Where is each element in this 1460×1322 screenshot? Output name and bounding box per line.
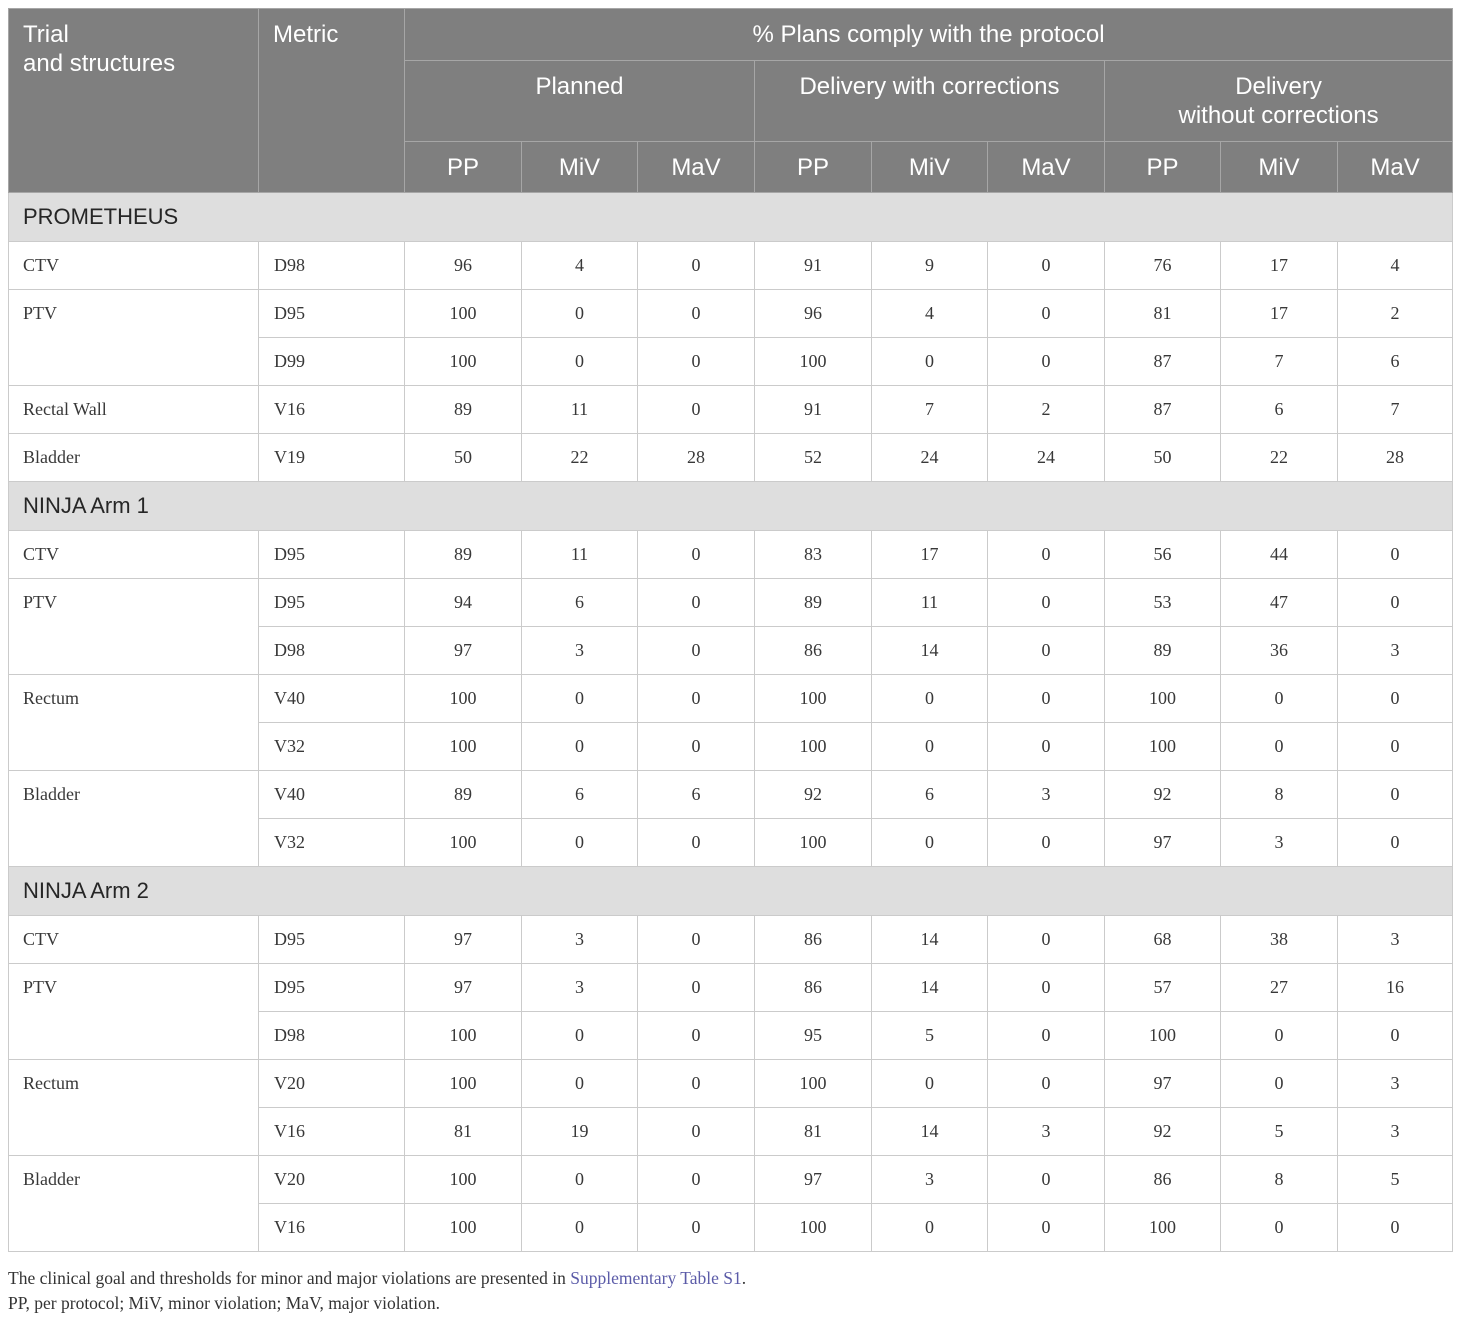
metric-cell: V20 <box>259 1156 405 1204</box>
value-cell: 96 <box>755 290 872 338</box>
value-cell: 0 <box>638 1060 755 1108</box>
value-cell: 6 <box>522 579 638 627</box>
value-cell: 6 <box>872 771 988 819</box>
value-cell: 24 <box>988 434 1105 482</box>
metric-cell: V40 <box>259 675 405 723</box>
value-cell: 0 <box>1221 675 1338 723</box>
value-cell: 91 <box>755 242 872 290</box>
value-cell: 50 <box>405 434 522 482</box>
value-cell: 0 <box>1338 675 1453 723</box>
value-cell: 0 <box>1338 771 1453 819</box>
value-cell: 0 <box>638 627 755 675</box>
value-cell: 0 <box>638 579 755 627</box>
value-cell: 3 <box>522 964 638 1012</box>
value-cell: 8 <box>1221 771 1338 819</box>
value-cell: 0 <box>522 1060 638 1108</box>
value-cell: 53 <box>1105 579 1221 627</box>
value-cell: 97 <box>405 916 522 964</box>
value-cell: 81 <box>755 1108 872 1156</box>
value-cell: 97 <box>1105 819 1221 867</box>
value-cell: 0 <box>872 1060 988 1108</box>
metric-cell: V19 <box>259 434 405 482</box>
value-cell: 6 <box>522 771 638 819</box>
value-cell: 9 <box>872 242 988 290</box>
value-cell: 0 <box>1338 819 1453 867</box>
footnote-text: . <box>741 1268 747 1288</box>
header-delivery-with-corrections: Delivery with corrections <box>755 61 1105 142</box>
value-cell: 100 <box>1105 675 1221 723</box>
value-cell: 100 <box>755 338 872 386</box>
metric-cell: V20 <box>259 1060 405 1108</box>
value-cell: 0 <box>872 819 988 867</box>
value-cell: 14 <box>872 964 988 1012</box>
value-cell: 0 <box>988 964 1105 1012</box>
value-cell: 0 <box>638 386 755 434</box>
value-cell: 89 <box>1105 627 1221 675</box>
table-row <box>9 290 1453 338</box>
value-cell: 5 <box>872 1012 988 1060</box>
metric-cell: D95 <box>259 531 405 579</box>
metric-cell: V16 <box>259 1204 405 1252</box>
protocol-compliance-table <box>8 8 1453 1252</box>
value-cell: 24 <box>872 434 988 482</box>
value-cell: 0 <box>522 290 638 338</box>
value-cell: 14 <box>872 916 988 964</box>
value-cell: 100 <box>1105 723 1221 771</box>
value-cell: 50 <box>1105 434 1221 482</box>
value-cell: 27 <box>1221 964 1338 1012</box>
metric-cell: V16 <box>259 1108 405 1156</box>
header-compliance-group: % Plans comply with the protocol <box>405 9 1453 61</box>
value-cell: 16 <box>1338 964 1453 1012</box>
value-cell: 100 <box>405 1060 522 1108</box>
value-cell: 0 <box>638 290 755 338</box>
value-cell: 3 <box>1338 1060 1453 1108</box>
value-cell: 0 <box>872 338 988 386</box>
value-cell: 0 <box>638 1012 755 1060</box>
value-cell: 89 <box>755 579 872 627</box>
header-miv: MiV <box>1221 142 1338 193</box>
value-cell: 0 <box>872 723 988 771</box>
metric-cell: V40 <box>259 771 405 819</box>
value-cell: 0 <box>988 290 1105 338</box>
header-metric: Metric <box>259 9 405 193</box>
table-row <box>9 771 1453 819</box>
metric-cell: D98 <box>259 627 405 675</box>
value-cell: 100 <box>405 1156 522 1204</box>
value-cell: 11 <box>872 579 988 627</box>
header-pp: PP <box>405 142 522 193</box>
value-cell: 14 <box>872 627 988 675</box>
section-title: PROMETHEUS <box>9 193 1453 242</box>
value-cell: 57 <box>1105 964 1221 1012</box>
section-row <box>9 867 1453 916</box>
value-cell: 17 <box>872 531 988 579</box>
value-cell: 97 <box>755 1156 872 1204</box>
value-cell: 81 <box>1105 290 1221 338</box>
footnote-abbreviations: PP, per protocol; MiV, minor violation; MaV, major violation. <box>8 1293 440 1313</box>
header-trial-structures: Trial and structures <box>9 9 259 193</box>
value-cell: 100 <box>405 675 522 723</box>
value-cell: 6 <box>1338 338 1453 386</box>
value-cell: 3 <box>1338 627 1453 675</box>
metric-cell: D98 <box>259 1012 405 1060</box>
section-row <box>9 193 1453 242</box>
metric-cell: V32 <box>259 819 405 867</box>
value-cell: 100 <box>405 290 522 338</box>
value-cell: 0 <box>638 531 755 579</box>
value-cell: 6 <box>1221 386 1338 434</box>
header-miv: MiV <box>522 142 638 193</box>
metric-cell: D95 <box>259 290 405 338</box>
value-cell: 100 <box>405 1204 522 1252</box>
value-cell: 3 <box>872 1156 988 1204</box>
value-cell: 89 <box>405 386 522 434</box>
value-cell: 38 <box>1221 916 1338 964</box>
value-cell: 0 <box>988 1012 1105 1060</box>
structure-cell: CTV <box>9 531 259 579</box>
header-mav: MaV <box>1338 142 1453 193</box>
value-cell: 56 <box>1105 531 1221 579</box>
value-cell: 3 <box>522 627 638 675</box>
value-cell: 0 <box>1221 1204 1338 1252</box>
value-cell: 0 <box>988 627 1105 675</box>
structure-cell: Rectum <box>9 675 259 771</box>
table-row <box>9 579 1453 627</box>
value-cell: 100 <box>755 723 872 771</box>
value-cell: 3 <box>522 916 638 964</box>
header-mav: MaV <box>988 142 1105 193</box>
value-cell: 0 <box>522 675 638 723</box>
value-cell: 100 <box>755 1204 872 1252</box>
value-cell: 92 <box>1105 771 1221 819</box>
value-cell: 0 <box>522 1012 638 1060</box>
structure-cell: Bladder <box>9 434 259 482</box>
value-cell: 97 <box>1105 1060 1221 1108</box>
value-cell: 7 <box>1338 386 1453 434</box>
value-cell: 22 <box>522 434 638 482</box>
metric-cell: D99 <box>259 338 405 386</box>
value-cell: 0 <box>638 916 755 964</box>
value-cell: 14 <box>872 1108 988 1156</box>
value-cell: 0 <box>638 338 755 386</box>
value-cell: 0 <box>988 675 1105 723</box>
value-cell: 0 <box>1221 1012 1338 1060</box>
value-cell: 0 <box>1338 531 1453 579</box>
value-cell: 3 <box>988 771 1105 819</box>
value-cell: 86 <box>1105 1156 1221 1204</box>
value-cell: 86 <box>755 916 872 964</box>
value-cell: 97 <box>405 964 522 1012</box>
value-cell: 86 <box>755 964 872 1012</box>
header-row <box>9 9 1453 61</box>
table-row <box>9 242 1453 290</box>
value-cell: 94 <box>405 579 522 627</box>
header-pp: PP <box>755 142 872 193</box>
value-cell: 92 <box>755 771 872 819</box>
value-cell: 100 <box>405 723 522 771</box>
value-cell: 0 <box>1338 1204 1453 1252</box>
value-cell: 0 <box>638 1204 755 1252</box>
value-cell: 0 <box>988 1156 1105 1204</box>
value-cell: 92 <box>1105 1108 1221 1156</box>
metric-cell: D95 <box>259 579 405 627</box>
value-cell: 0 <box>638 1156 755 1204</box>
value-cell: 4 <box>1338 242 1453 290</box>
value-cell: 100 <box>755 1060 872 1108</box>
value-cell: 91 <box>755 386 872 434</box>
value-cell: 2 <box>988 386 1105 434</box>
table-row <box>9 1060 1453 1108</box>
value-cell: 0 <box>638 242 755 290</box>
value-cell: 7 <box>1221 338 1338 386</box>
value-cell: 0 <box>988 242 1105 290</box>
table-row <box>9 964 1453 1012</box>
value-cell: 6 <box>638 771 755 819</box>
value-cell: 44 <box>1221 531 1338 579</box>
value-cell: 0 <box>638 1108 755 1156</box>
value-cell: 87 <box>1105 338 1221 386</box>
value-cell: 100 <box>755 819 872 867</box>
value-cell: 36 <box>1221 627 1338 675</box>
value-cell: 97 <box>405 627 522 675</box>
footnote-text: The clinical goal and thresholds for minor and major violations are presented in <box>8 1268 571 1288</box>
metric-cell: V32 <box>259 723 405 771</box>
value-cell: 81 <box>405 1108 522 1156</box>
header-delivery-without-corrections: Delivery without corrections <box>1105 61 1453 142</box>
table-row <box>9 434 1453 482</box>
value-cell: 0 <box>872 1204 988 1252</box>
value-cell: 7 <box>872 386 988 434</box>
value-cell: 0 <box>522 1156 638 1204</box>
value-cell: 3 <box>988 1108 1105 1156</box>
value-cell: 89 <box>405 771 522 819</box>
value-cell: 0 <box>638 675 755 723</box>
value-cell: 0 <box>1338 1012 1453 1060</box>
value-cell: 0 <box>1221 1060 1338 1108</box>
value-cell: 22 <box>1221 434 1338 482</box>
value-cell: 83 <box>755 531 872 579</box>
value-cell: 0 <box>522 1204 638 1252</box>
table-row <box>9 386 1453 434</box>
metric-cell: D95 <box>259 964 405 1012</box>
value-cell: 2 <box>1338 290 1453 338</box>
value-cell: 11 <box>522 531 638 579</box>
structure-cell: PTV <box>9 579 259 675</box>
structure-cell: Bladder <box>9 771 259 867</box>
section-row <box>9 482 1453 531</box>
value-cell: 0 <box>638 819 755 867</box>
value-cell: 0 <box>522 338 638 386</box>
value-cell: 0 <box>988 916 1105 964</box>
value-cell: 96 <box>405 242 522 290</box>
value-cell: 0 <box>638 723 755 771</box>
value-cell: 0 <box>638 964 755 1012</box>
value-cell: 28 <box>638 434 755 482</box>
value-cell: 5 <box>1221 1108 1338 1156</box>
value-cell: 47 <box>1221 579 1338 627</box>
value-cell: 0 <box>1338 723 1453 771</box>
value-cell: 100 <box>405 338 522 386</box>
value-cell: 100 <box>755 675 872 723</box>
table-row <box>9 1156 1453 1204</box>
value-cell: 0 <box>988 579 1105 627</box>
value-cell: 17 <box>1221 290 1338 338</box>
value-cell: 0 <box>522 723 638 771</box>
value-cell: 0 <box>988 1060 1105 1108</box>
value-cell: 3 <box>1221 819 1338 867</box>
value-cell: 0 <box>1221 723 1338 771</box>
supplementary-table-link[interactable]: Supplementary Table S1 <box>570 1268 742 1288</box>
value-cell: 95 <box>755 1012 872 1060</box>
value-cell: 52 <box>755 434 872 482</box>
value-cell: 0 <box>988 723 1105 771</box>
value-cell: 0 <box>988 531 1105 579</box>
structure-cell: Rectum <box>9 1060 259 1156</box>
value-cell: 17 <box>1221 242 1338 290</box>
table-body <box>9 193 1453 1252</box>
value-cell: 100 <box>405 819 522 867</box>
table-row <box>9 531 1453 579</box>
table-row <box>9 916 1453 964</box>
value-cell: 4 <box>522 242 638 290</box>
metric-cell: V16 <box>259 386 405 434</box>
metric-cell: D95 <box>259 916 405 964</box>
structure-cell: PTV <box>9 964 259 1060</box>
value-cell: 68 <box>1105 916 1221 964</box>
section-title: NINJA Arm 1 <box>9 482 1453 531</box>
value-cell: 100 <box>405 1012 522 1060</box>
table-footnote <box>8 1266 1452 1316</box>
value-cell: 0 <box>988 1204 1105 1252</box>
value-cell: 0 <box>522 819 638 867</box>
value-cell: 11 <box>522 386 638 434</box>
value-cell: 100 <box>1105 1012 1221 1060</box>
value-cell: 0 <box>1338 579 1453 627</box>
value-cell: 3 <box>1338 916 1453 964</box>
metric-cell: D98 <box>259 242 405 290</box>
value-cell: 19 <box>522 1108 638 1156</box>
footnote-clinical-goal <box>8 1266 1452 1291</box>
value-cell: 76 <box>1105 242 1221 290</box>
value-cell: 89 <box>405 531 522 579</box>
structure-cell: PTV <box>9 290 259 386</box>
value-cell: 3 <box>1338 1108 1453 1156</box>
table-row <box>9 675 1453 723</box>
structure-cell: Bladder <box>9 1156 259 1252</box>
value-cell: 5 <box>1338 1156 1453 1204</box>
value-cell: 28 <box>1338 434 1453 482</box>
header-planned: Planned <box>405 61 755 142</box>
value-cell: 100 <box>1105 1204 1221 1252</box>
header-pp: PP <box>1105 142 1221 193</box>
structure-cell: CTV <box>9 242 259 290</box>
header-miv: MiV <box>872 142 988 193</box>
header-mav: MaV <box>638 142 755 193</box>
value-cell: 87 <box>1105 386 1221 434</box>
value-cell: 8 <box>1221 1156 1338 1204</box>
value-cell: 0 <box>872 675 988 723</box>
section-title: NINJA Arm 2 <box>9 867 1453 916</box>
value-cell: 0 <box>988 338 1105 386</box>
value-cell: 4 <box>872 290 988 338</box>
table-header <box>9 9 1453 193</box>
structure-cell: CTV <box>9 916 259 964</box>
structure-cell: Rectal Wall <box>9 386 259 434</box>
value-cell: 86 <box>755 627 872 675</box>
value-cell: 0 <box>988 819 1105 867</box>
